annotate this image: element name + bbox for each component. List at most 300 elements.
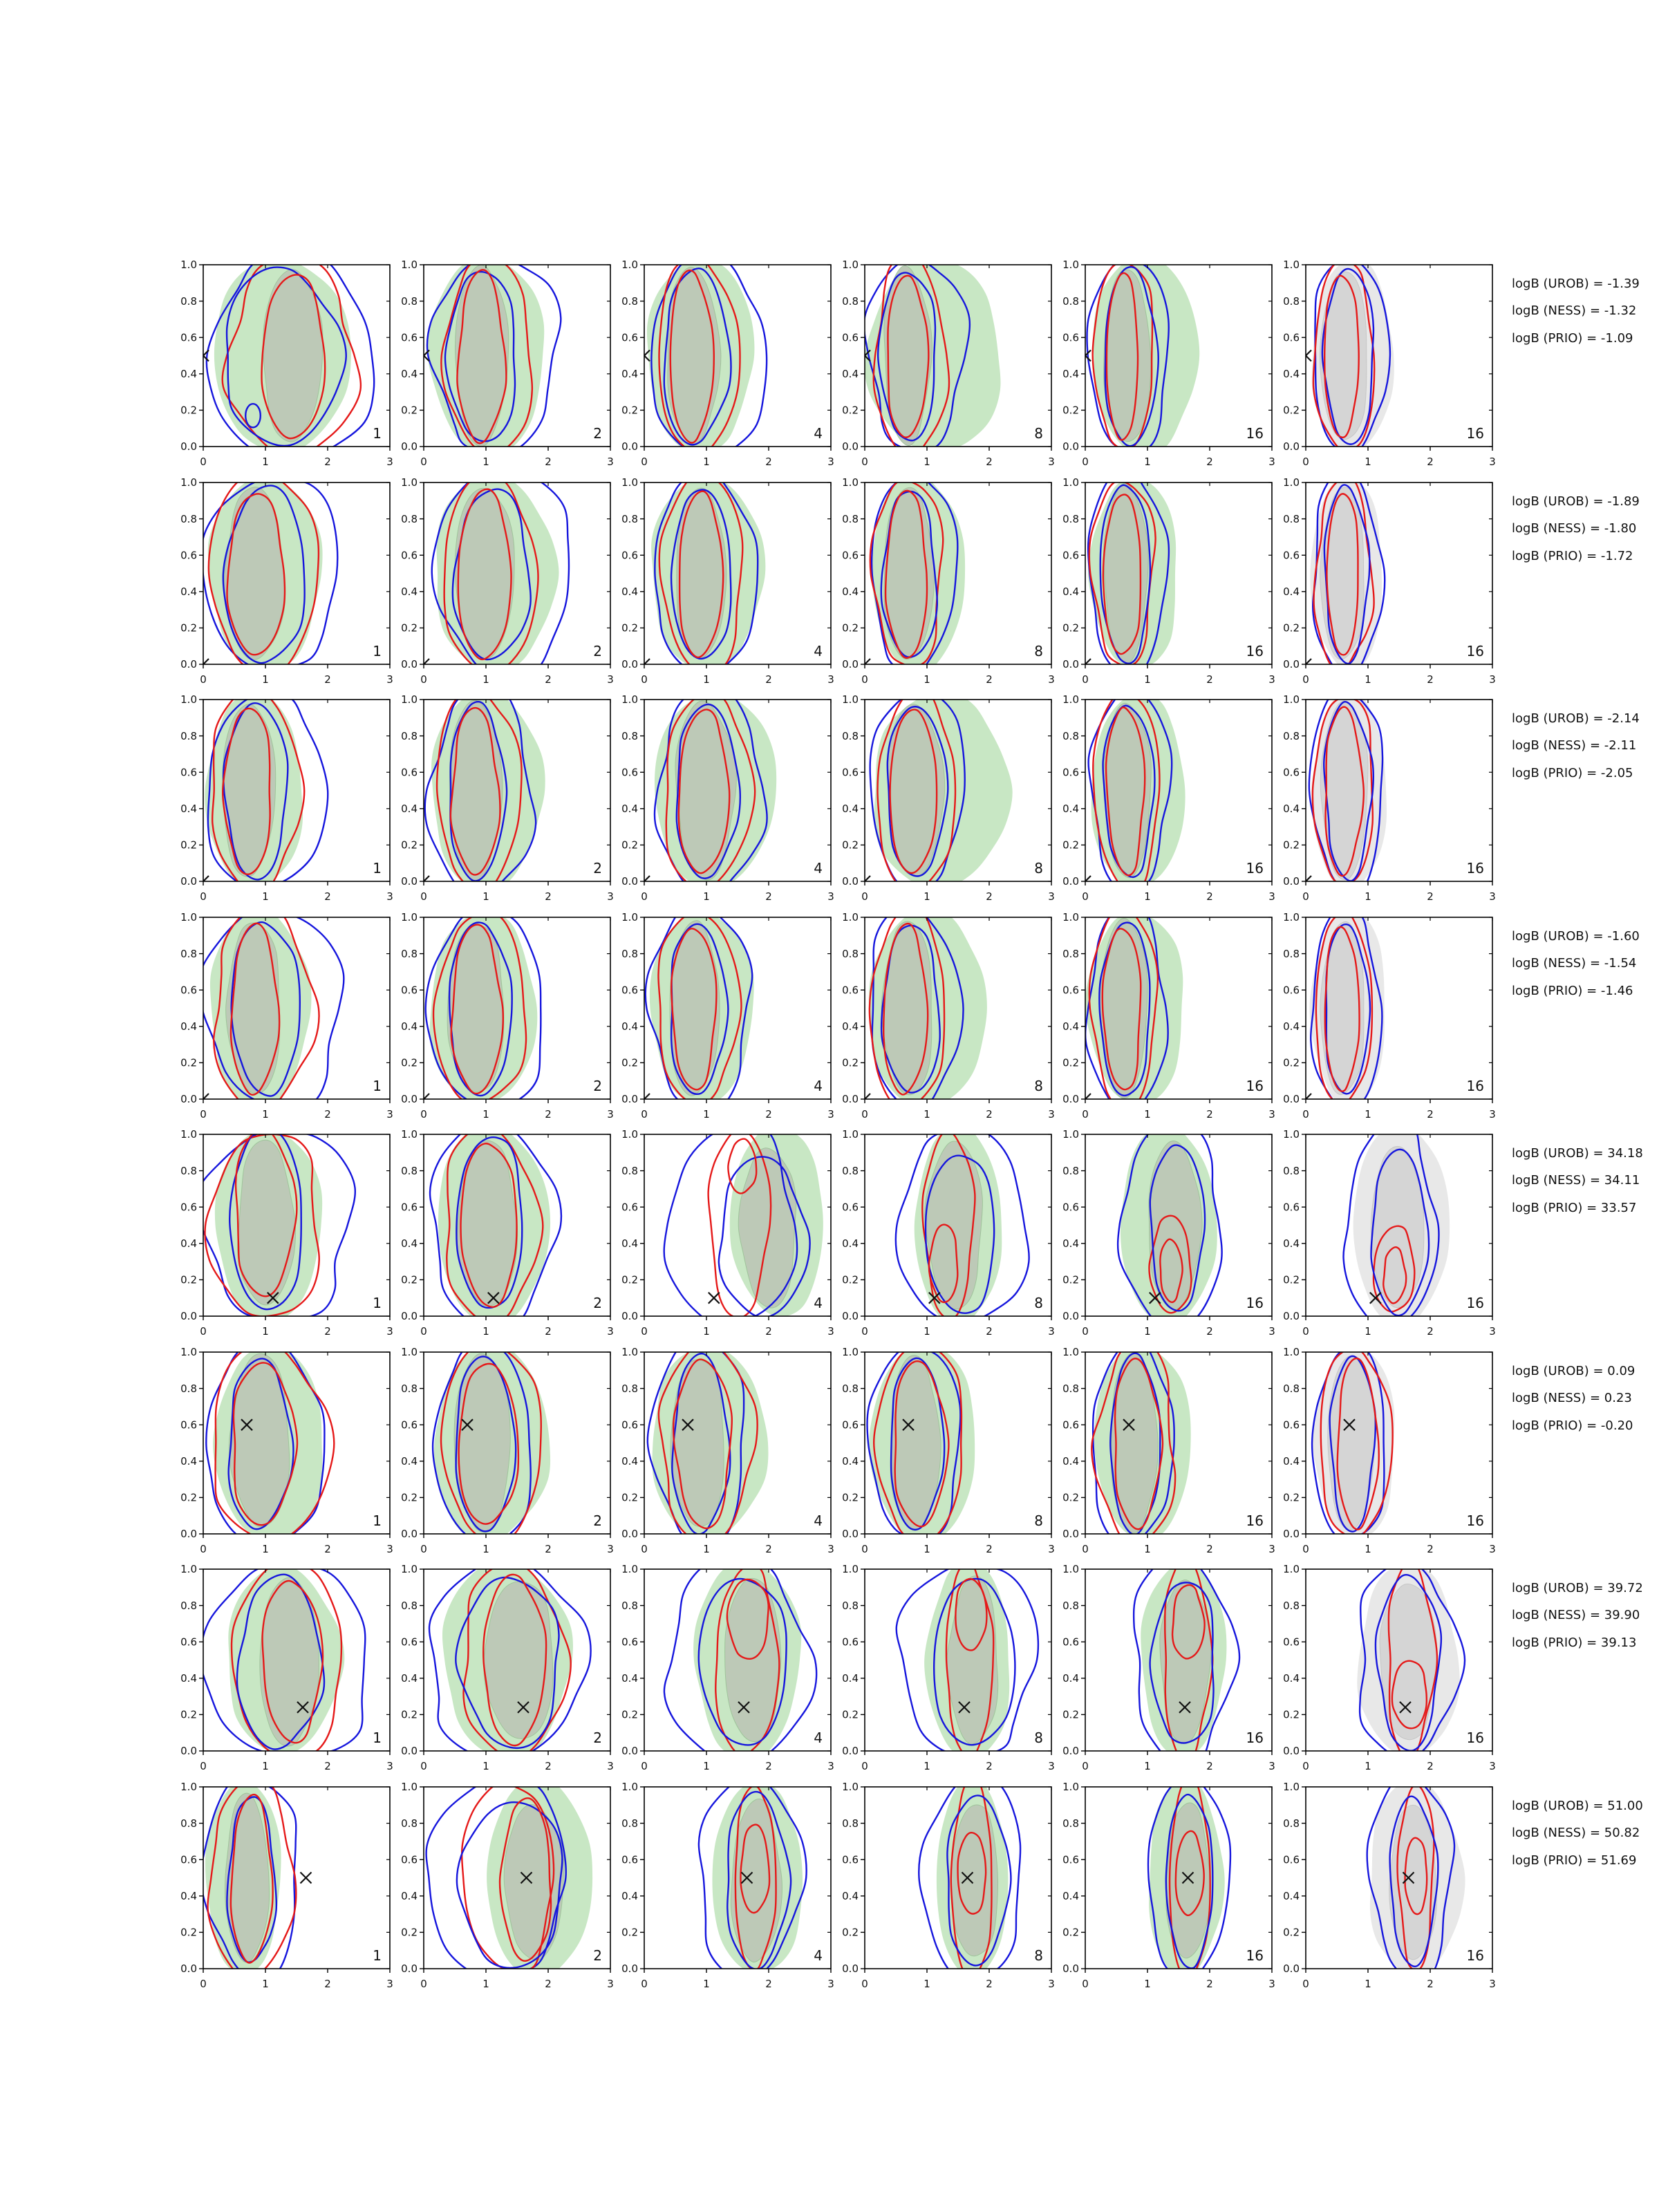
y-tick-label: 1.0: [180, 1128, 197, 1141]
x-tick-label: 2: [1427, 1325, 1434, 1338]
logb-line: logB (NESS) = -1.32: [1512, 303, 1637, 319]
x-tick-label: 1: [924, 890, 930, 903]
x-tick-label: 0: [1302, 1978, 1309, 1990]
y-tick-label: 0.6: [1062, 1853, 1079, 1866]
panel-r4-c6: [1270, 908, 1503, 1127]
y-tick-label: 0.0: [1062, 1528, 1079, 1541]
x-tick-label: 2: [765, 1978, 772, 1990]
x-tick-label: 1: [1144, 890, 1151, 903]
true-value-x-marker: [709, 1293, 720, 1304]
y-tick-label: 0.8: [621, 947, 638, 960]
x-tick-label: 2: [545, 1325, 552, 1338]
x-tick-label: 2: [986, 1108, 993, 1121]
y-tick-label: 0.8: [842, 1382, 859, 1395]
y-tick-label: 0.0: [1062, 1962, 1079, 1976]
x-tick-label: 1: [482, 890, 489, 903]
y-tick-label: 0.6: [1283, 1418, 1300, 1432]
x-tick-label: 1: [1144, 1543, 1151, 1555]
panel-r6-c1: [167, 1342, 401, 1562]
y-tick-label: 0.0: [1283, 1093, 1300, 1106]
y-tick-label: 0.8: [621, 1382, 638, 1395]
y-tick-label: 1.0: [842, 1128, 859, 1141]
y-tick-label: 0.2: [621, 404, 638, 417]
logb-text-row6: [1512, 1358, 1659, 1439]
y-tick-label: 0.6: [1062, 1635, 1079, 1649]
y-tick-label: 0.0: [842, 1093, 859, 1106]
y-tick-label: 0.0: [401, 1093, 418, 1106]
x-tick-label: 2: [324, 1543, 331, 1555]
x-tick-label: 2: [765, 456, 772, 468]
y-tick-label: 0.2: [1062, 1926, 1079, 1939]
y-tick-label: 0.4: [401, 1020, 418, 1033]
y-tick-label: 0.2: [180, 1273, 197, 1286]
y-tick-label: 0.4: [1283, 585, 1300, 598]
x-tick-label: 0: [1302, 1760, 1309, 1772]
corner-count-label: 16: [1466, 643, 1484, 659]
x-tick-label: 2: [324, 1325, 331, 1338]
y-tick-label: 0.8: [842, 1817, 859, 1830]
y-tick-label: 0.0: [180, 440, 197, 453]
y-tick-label: 0.2: [621, 621, 638, 635]
x-tick-label: 3: [607, 1325, 614, 1338]
y-tick-label: 0.2: [1283, 404, 1300, 417]
logb-line: logB (UROB) = 34.18: [1512, 1146, 1643, 1161]
y-tick-label: 0.6: [401, 984, 418, 997]
panel-r8-c5: [1049, 1777, 1283, 1996]
y-tick-label: 0.8: [1283, 1164, 1300, 1177]
panel-r7-c4: [829, 1559, 1062, 1779]
y-tick-label: 0.0: [1062, 1745, 1079, 1758]
panel-r5-c5: [1049, 1125, 1283, 1344]
y-tick-label: 0.4: [401, 803, 418, 815]
x-tick-label: 1: [924, 1760, 930, 1772]
y-tick-label: 0.4: [842, 1672, 859, 1685]
y-tick-label: 0.4: [621, 1020, 638, 1033]
panel-r7-c1: [167, 1559, 401, 1779]
corner-count-label: 16: [1246, 1730, 1264, 1746]
y-tick-label: 1.0: [621, 1346, 638, 1359]
logb-line: logB (NESS) = 39.90: [1512, 1608, 1640, 1623]
x-tick-label: 0: [200, 1978, 207, 1990]
x-tick-label: 0: [1302, 1543, 1309, 1555]
y-tick-label: 0.0: [621, 1310, 638, 1323]
x-tick-label: 3: [1489, 456, 1496, 468]
y-tick-label: 0.4: [1283, 1237, 1300, 1250]
y-tick-label: 0.8: [180, 512, 197, 525]
y-tick-label: 0.2: [621, 838, 638, 852]
x-tick-label: 2: [986, 1978, 993, 1990]
y-tick-label: 0.2: [180, 1056, 197, 1069]
y-tick-label: 0.2: [842, 1491, 859, 1504]
y-tick-label: 0.0: [842, 440, 859, 453]
x-tick-label: 3: [1268, 1543, 1275, 1555]
y-tick-label: 0.6: [180, 549, 197, 562]
y-tick-label: 0.8: [1062, 294, 1079, 308]
y-tick-label: 0.4: [180, 1455, 197, 1468]
x-tick-label: 1: [703, 1978, 710, 1990]
y-tick-label: 0.0: [1283, 1310, 1300, 1323]
y-tick-label: 0.6: [1283, 331, 1300, 344]
logb-line: logB (PRIO) = 51.69: [1512, 1853, 1637, 1868]
x-tick-label: 1: [924, 456, 930, 468]
y-tick-label: 0.4: [180, 1237, 197, 1250]
y-tick-label: 1.0: [180, 1563, 197, 1576]
y-tick-label: 0.0: [1062, 658, 1079, 671]
y-tick-label: 0.0: [842, 1528, 859, 1541]
y-tick-label: 0.2: [842, 1926, 859, 1939]
x-tick-label: 1: [703, 673, 710, 686]
panel-r3-c1: [167, 690, 401, 909]
y-tick-label: 0.2: [401, 1273, 418, 1286]
x-tick-label: 3: [1489, 673, 1496, 686]
x-tick-label: 0: [1082, 1325, 1089, 1338]
panel-r8-c3: [608, 1777, 842, 1996]
panel-r7-c3: [608, 1559, 842, 1779]
y-tick-label: 0.0: [401, 1745, 418, 1758]
x-tick-label: 1: [262, 673, 269, 686]
x-tick-label: 3: [607, 673, 614, 686]
y-tick-label: 0.6: [621, 1418, 638, 1432]
y-tick-label: 0.8: [621, 1817, 638, 1830]
y-tick-label: 0.2: [1062, 1056, 1079, 1069]
x-tick-label: 2: [765, 1760, 772, 1772]
x-tick-label: 3: [1489, 1325, 1496, 1338]
panel-r5-c2: [388, 1125, 621, 1344]
panel-r2-c1: [167, 473, 401, 692]
y-tick-label: 0.0: [842, 1745, 859, 1758]
x-tick-label: 1: [924, 673, 930, 686]
logb-line: logB (NESS) = 34.11: [1512, 1173, 1640, 1188]
corner-count-label: 4: [814, 1947, 823, 1964]
panel-r6-c2: [388, 1342, 621, 1562]
y-tick-label: 0.2: [1283, 621, 1300, 635]
y-tick-label: 0.6: [1062, 549, 1079, 562]
x-tick-label: 1: [262, 1760, 269, 1772]
panel-r8-c4: [829, 1777, 1062, 1996]
y-tick-label: 0.2: [621, 1056, 638, 1069]
y-tick-label: 1.0: [401, 1781, 418, 1794]
panel-r1-c1: [167, 255, 401, 474]
y-tick-label: 0.6: [401, 1201, 418, 1214]
y-tick-label: 0.0: [180, 875, 197, 888]
y-tick-label: 0.8: [180, 1382, 197, 1395]
y-tick-label: 1.0: [401, 1563, 418, 1576]
y-tick-label: 1.0: [401, 476, 418, 489]
y-tick-label: 0.8: [621, 512, 638, 525]
x-tick-label: 1: [703, 1325, 710, 1338]
x-tick-label: 3: [1268, 890, 1275, 903]
x-tick-label: 1: [482, 1760, 489, 1772]
y-tick-label: 1.0: [401, 911, 418, 924]
y-tick-label: 1.0: [1283, 1563, 1300, 1576]
corner-count-label: 16: [1466, 860, 1484, 877]
x-tick-label: 2: [545, 673, 552, 686]
y-tick-label: 0.4: [180, 1890, 197, 1902]
x-tick-label: 1: [924, 1978, 930, 1990]
x-tick-label: 2: [545, 1543, 552, 1555]
y-tick-label: 0.4: [621, 1237, 638, 1250]
y-tick-label: 0.8: [621, 1164, 638, 1177]
y-tick-label: 1.0: [842, 693, 859, 706]
panel-r3-c3: [608, 690, 842, 909]
y-tick-label: 0.4: [1062, 1237, 1079, 1250]
corner-count-label: 16: [1246, 1947, 1264, 1964]
x-tick-label: 3: [1048, 1760, 1055, 1772]
corner-count-label: 4: [814, 1295, 823, 1311]
corner-count-label: 2: [593, 1295, 602, 1311]
logb-text-row4: [1512, 923, 1659, 1004]
x-tick-label: 3: [607, 456, 614, 468]
panel-r5-c3: [608, 1125, 842, 1344]
x-tick-label: 2: [765, 673, 772, 686]
logb-line: logB (UROB) = 39.72: [1512, 1581, 1643, 1595]
y-tick-label: 0.0: [401, 1528, 418, 1541]
y-tick-label: 0.6: [1283, 1201, 1300, 1214]
y-tick-label: 0.8: [401, 512, 418, 525]
x-tick-label: 0: [861, 1978, 868, 1990]
x-tick-label: 1: [1365, 456, 1371, 468]
x-tick-label: 0: [200, 1108, 207, 1121]
x-tick-label: 0: [1082, 1978, 1089, 1990]
y-tick-label: 0.4: [621, 585, 638, 598]
x-tick-label: 3: [1489, 1543, 1496, 1555]
x-tick-label: 0: [1082, 673, 1089, 686]
corner-count-label: 1: [373, 860, 382, 877]
y-tick-label: 0.6: [842, 1201, 859, 1214]
x-tick-label: 1: [262, 1325, 269, 1338]
panel-r8-c6: [1270, 1777, 1503, 1996]
x-tick-label: 0: [1302, 456, 1309, 468]
corner-count-label: 16: [1246, 1295, 1264, 1311]
y-tick-label: 0.0: [621, 1962, 638, 1976]
y-tick-label: 0.6: [842, 549, 859, 562]
x-tick-label: 0: [641, 1325, 648, 1338]
x-tick-label: 3: [1268, 1978, 1275, 1990]
y-tick-label: 0.6: [401, 1418, 418, 1432]
y-tick-label: 0.4: [621, 368, 638, 380]
corner-count-label: 16: [1466, 1512, 1484, 1529]
x-tick-label: 2: [986, 1760, 993, 1772]
x-tick-label: 1: [262, 456, 269, 468]
x-tick-label: 3: [386, 890, 393, 903]
corner-count-label: 4: [814, 860, 823, 877]
y-tick-label: 0.4: [842, 1020, 859, 1033]
y-tick-label: 0.6: [1283, 1853, 1300, 1866]
y-tick-label: 1.0: [621, 259, 638, 272]
y-tick-label: 1.0: [1062, 1563, 1079, 1576]
logb-line: logB (PRIO) = -1.72: [1512, 548, 1633, 563]
y-tick-label: 0.0: [1062, 1310, 1079, 1323]
y-tick-label: 0.6: [842, 1635, 859, 1649]
y-tick-label: 0.4: [180, 803, 197, 815]
y-tick-label: 0.8: [1283, 729, 1300, 742]
y-tick-label: 0.2: [401, 1491, 418, 1504]
y-tick-label: 0.8: [1062, 1382, 1079, 1395]
y-tick-label: 0.0: [621, 658, 638, 671]
logb-line: logB (UROB) = 51.00: [1512, 1799, 1643, 1813]
x-tick-label: 0: [1302, 1108, 1309, 1121]
x-tick-label: 3: [1489, 1978, 1496, 1990]
y-tick-label: 0.4: [842, 368, 859, 380]
y-tick-label: 0.4: [1062, 1672, 1079, 1685]
y-tick-label: 0.8: [842, 1599, 859, 1612]
y-tick-label: 0.0: [1283, 875, 1300, 888]
x-tick-label: 3: [386, 1325, 393, 1338]
y-tick-label: 1.0: [621, 911, 638, 924]
corner-count-label: 4: [814, 1730, 823, 1746]
y-tick-label: 1.0: [621, 1563, 638, 1576]
y-tick-label: 0.6: [180, 1418, 197, 1432]
corner-count-label: 16: [1246, 1512, 1264, 1529]
y-tick-label: 0.6: [180, 1201, 197, 1214]
y-tick-label: 0.2: [1062, 1273, 1079, 1286]
y-tick-label: 0.0: [1283, 1528, 1300, 1541]
logb-line: logB (UROB) = 0.09: [1512, 1364, 1635, 1378]
corner-count-label: 8: [1034, 643, 1043, 659]
y-tick-label: 1.0: [1062, 911, 1079, 924]
corner-count-label: 4: [814, 1078, 823, 1094]
x-tick-label: 0: [420, 890, 427, 903]
y-tick-label: 1.0: [1283, 476, 1300, 489]
logb-text-row1: [1512, 270, 1659, 352]
x-tick-label: 1: [1144, 456, 1151, 468]
y-tick-label: 1.0: [180, 259, 197, 272]
y-tick-label: 0.0: [1062, 1093, 1079, 1106]
x-tick-label: 3: [607, 890, 614, 903]
x-tick-label: 2: [324, 1760, 331, 1772]
x-tick-label: 3: [607, 1760, 614, 1772]
y-tick-label: 0.0: [180, 1310, 197, 1323]
x-tick-label: 3: [1489, 890, 1496, 903]
x-tick-label: 3: [827, 673, 834, 686]
x-tick-label: 2: [545, 456, 552, 468]
x-tick-label: 0: [200, 890, 207, 903]
logb-text-row2: [1512, 488, 1659, 570]
x-tick-label: 3: [607, 1978, 614, 1990]
logb-line: logB (UROB) = -2.14: [1512, 711, 1640, 726]
x-tick-label: 0: [641, 1543, 648, 1555]
x-tick-label: 0: [1082, 1543, 1089, 1555]
x-tick-label: 1: [924, 1108, 930, 1121]
y-tick-label: 1.0: [1283, 1781, 1300, 1794]
y-tick-label: 0.4: [1062, 1890, 1079, 1902]
y-tick-label: 0.2: [401, 1926, 418, 1939]
y-tick-label: 0.2: [1062, 1491, 1079, 1504]
x-tick-label: 2: [1427, 1108, 1434, 1121]
y-tick-label: 0.4: [842, 803, 859, 815]
y-tick-label: 0.8: [401, 1817, 418, 1830]
x-tick-label: 2: [1206, 673, 1213, 686]
corner-count-label: 16: [1246, 860, 1264, 877]
y-tick-label: 0.6: [1062, 984, 1079, 997]
y-tick-label: 0.4: [401, 1455, 418, 1468]
corner-count-label: 8: [1034, 860, 1043, 877]
y-tick-label: 0.2: [401, 621, 418, 635]
x-tick-label: 0: [641, 673, 648, 686]
y-tick-label: 0.2: [842, 1056, 859, 1069]
x-tick-label: 3: [1048, 890, 1055, 903]
x-tick-label: 2: [1427, 673, 1434, 686]
y-tick-label: 0.0: [1283, 1962, 1300, 1976]
logb-line: logB (UROB) = -1.60: [1512, 929, 1640, 944]
y-tick-label: 0.2: [842, 1708, 859, 1721]
y-tick-label: 0.4: [1283, 1455, 1300, 1468]
y-tick-label: 0.2: [842, 838, 859, 852]
x-tick-label: 2: [1206, 1760, 1213, 1772]
y-tick-label: 1.0: [1283, 693, 1300, 706]
panel-r2-c6: [1270, 473, 1503, 692]
y-tick-label: 0.2: [1283, 1491, 1300, 1504]
y-tick-label: 1.0: [1062, 1128, 1079, 1141]
y-tick-label: 0.0: [1062, 440, 1079, 453]
y-tick-label: 0.8: [1062, 947, 1079, 960]
x-tick-label: 2: [545, 1108, 552, 1121]
panel-r7-c6: [1270, 1559, 1503, 1779]
y-tick-label: 0.0: [180, 1093, 197, 1106]
x-tick-label: 0: [641, 1978, 648, 1990]
panel-r1-c2: [388, 255, 621, 474]
x-tick-label: 2: [1427, 456, 1434, 468]
x-tick-label: 3: [386, 1978, 393, 1990]
x-tick-label: 2: [545, 1978, 552, 1990]
y-tick-label: 1.0: [401, 693, 418, 706]
corner-count-label: 16: [1246, 1078, 1264, 1094]
y-tick-label: 1.0: [180, 476, 197, 489]
x-tick-label: 2: [765, 1543, 772, 1555]
y-tick-label: 0.6: [1283, 984, 1300, 997]
y-tick-label: 0.4: [1062, 368, 1079, 380]
y-tick-label: 1.0: [180, 693, 197, 706]
corner-count-label: 16: [1466, 1295, 1484, 1311]
y-tick-label: 1.0: [180, 1781, 197, 1794]
y-tick-label: 0.8: [1283, 1382, 1300, 1395]
logb-line: logB (NESS) = -2.11: [1512, 738, 1637, 753]
y-tick-label: 0.4: [842, 1237, 859, 1250]
y-tick-label: 0.4: [1283, 1890, 1300, 1902]
y-tick-label: 0.2: [1283, 1708, 1300, 1721]
y-tick-label: 1.0: [842, 911, 859, 924]
x-tick-label: 3: [827, 1108, 834, 1121]
y-tick-label: 0.8: [842, 294, 859, 308]
x-tick-label: 2: [986, 673, 993, 686]
y-tick-label: 0.4: [842, 1455, 859, 1468]
y-tick-label: 1.0: [1062, 259, 1079, 272]
corner-count-label: 4: [814, 425, 823, 442]
x-tick-label: 1: [262, 1978, 269, 1990]
y-tick-label: 0.6: [401, 549, 418, 562]
x-tick-label: 0: [420, 1325, 427, 1338]
x-tick-label: 0: [200, 673, 207, 686]
x-tick-label: 3: [827, 890, 834, 903]
y-tick-label: 0.2: [621, 1926, 638, 1939]
x-tick-label: 1: [1365, 1543, 1371, 1555]
x-tick-label: 2: [765, 1325, 772, 1338]
x-tick-label: 3: [1048, 1325, 1055, 1338]
x-tick-label: 1: [1144, 1978, 1151, 1990]
x-tick-label: 2: [1206, 1108, 1213, 1121]
y-tick-label: 0.6: [621, 331, 638, 344]
y-tick-label: 0.4: [1062, 585, 1079, 598]
x-tick-label: 1: [262, 1108, 269, 1121]
logb-line: logB (PRIO) = 33.57: [1512, 1200, 1637, 1215]
x-tick-label: 1: [1365, 673, 1371, 686]
x-tick-label: 3: [1268, 456, 1275, 468]
y-tick-label: 0.6: [842, 766, 859, 779]
y-tick-label: 0.6: [621, 549, 638, 562]
x-tick-label: 0: [1302, 1325, 1309, 1338]
logb-line: logB (NESS) = 0.23: [1512, 1391, 1632, 1406]
x-tick-label: 1: [1365, 890, 1371, 903]
